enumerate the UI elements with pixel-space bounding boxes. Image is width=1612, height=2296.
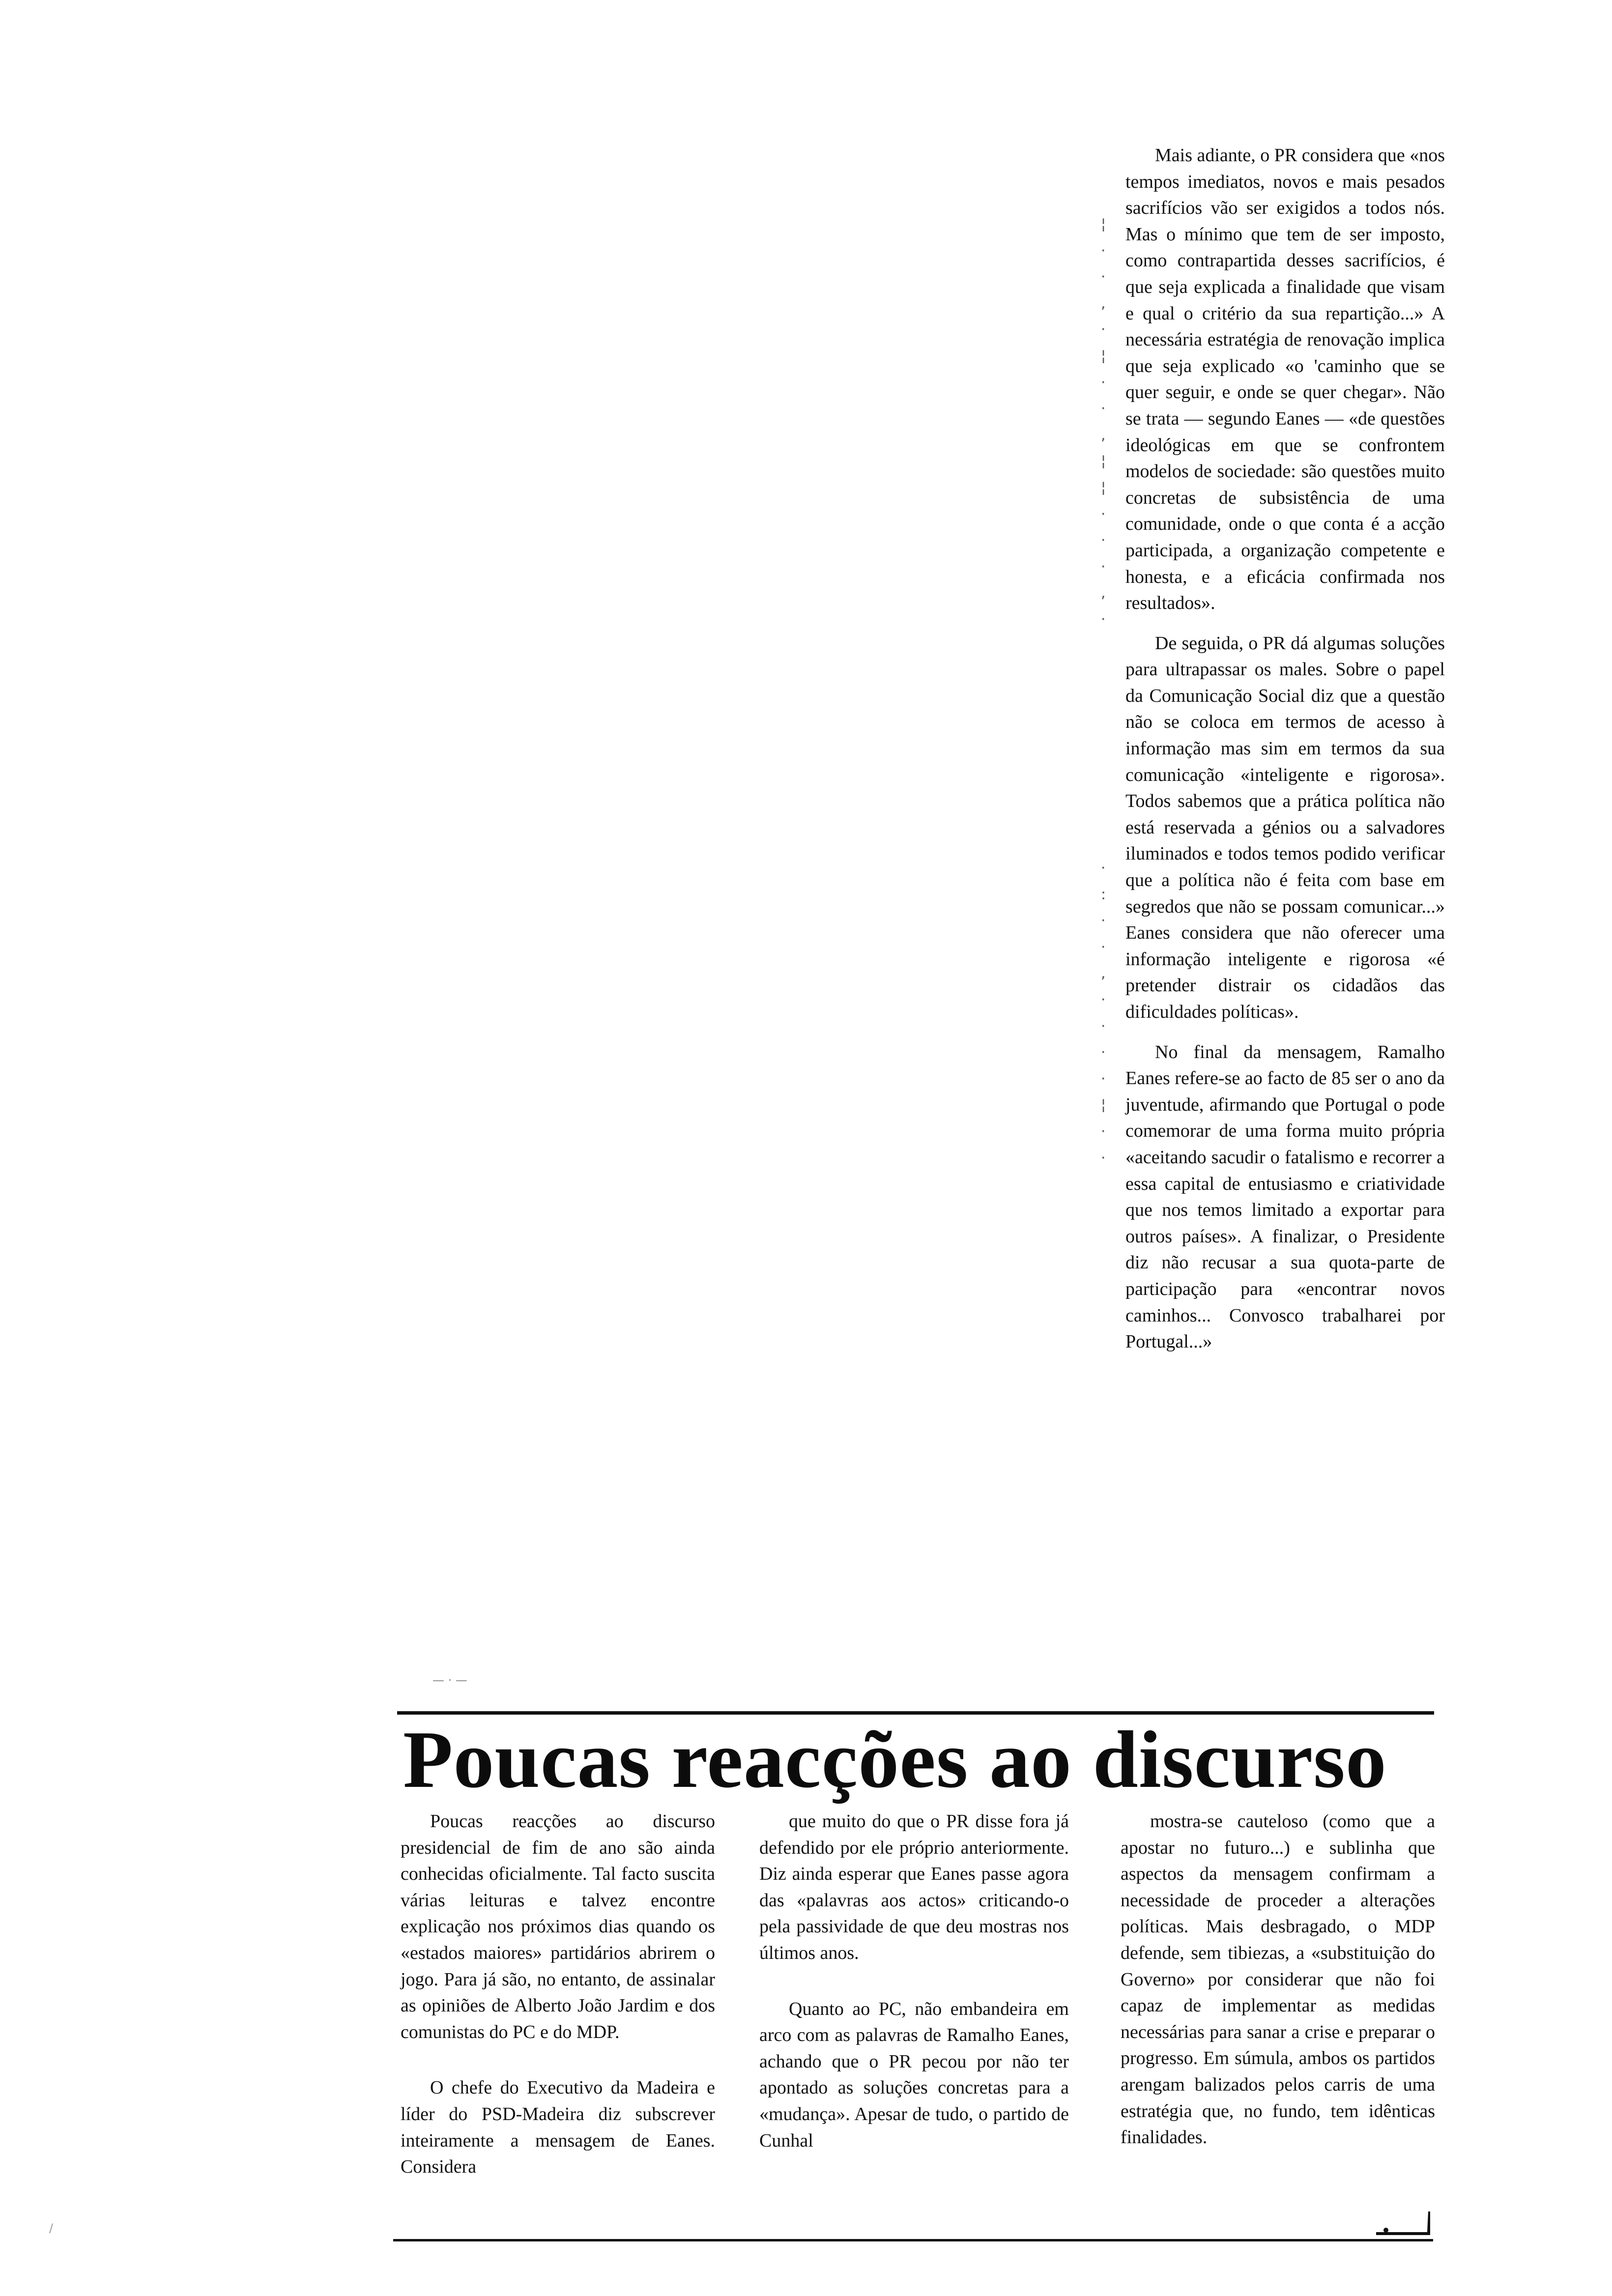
- paragraph: que muito do que o PR disse fora já defendido por ele próprio anteriormente. Diz ainda esperar que Eanes passe agora das «palavras aos actos» criticando-o pela passividade de que deu mostras nos últimos anos.: [759, 1811, 1069, 1963]
- headline: Poucas reacções ao discurso: [403, 1714, 1387, 1805]
- article-column-2: [759, 1808, 1069, 2154]
- article-column-3: [1121, 1808, 1435, 2151]
- article-column-1: [401, 1808, 715, 2181]
- bottom-rule: [393, 2239, 1433, 2241]
- paragraph: No final da mensagem, Ramalho Eanes refere-se ao facto de 85 ser o ano da juventude, afirmando que Portugal o pode comemorar de uma forma muito própria «aceitando sacudir o fatalismo e recorrer a essa capital de entusiasmo e criatividade que nos temos limitado a exportar para outros países». A finalizar, o Presidente diz não recusar a sua quota-parte de participação para «encontrar novos caminhos... Convosco trabalharei por Portugal...»: [1125, 1041, 1445, 1352]
- end-of-article-mark: [1371, 2207, 1435, 2241]
- scan-speck: /: [49, 2221, 54, 2235]
- paragraph: O chefe do Executivo da Madeira e líder do PSD-Madeira diz subscrever inteiramente a mensagem de Eanes. Considera: [401, 2077, 715, 2178]
- paragraph: Poucas reacções ao discurso presidencial de fim de ano são ainda conhecidas oficialmente. Tal facto suscita várias leituras e talvez encontre explicação nos próximos dias quando os «estados maiores» partidários abrirem o jogo. Para já são, no entanto, de assinalar as opiniões de Alberto João Jardim e dos comunistas do PC e do MDP.: [401, 1811, 715, 2042]
- paragraph: Mais adiante, o PR considera que «nos tempos imediatos, novos e mais pesados sacrifícios vão ser exigidos a todos nós. Mas o mínimo que tem de ser imposto, como contrapartida desses sacrifícios, é que seja explicada a finalidade que visam e qual o critério da sua repartição...» A necessária estratégia de renovação implica que seja explicado «o 'caminho que se quer seguir, e onde se quer chegar». Não se trata — segundo Eanes — «de questões ideológicas em que se confrontem modelos de sociedade: são questões muito concretas de subsistência de uma comunidade, onde o que conta é a acção participada, a organização competente e honesta, e a eficácia confirmada nos resultados».: [1125, 145, 1445, 614]
- paragraph: mostra-se cauteloso (como que a apostar no futuro...) e sublinha que aspectos da mensagem confirmam a necessidade de proceder a alterações políticas. Mais desbragado, o MDP defende, sem tibiezas, a «substituição do Governo» por considerar que não foi capaz de implementar as medidas necessárias para sanar a crise e preparar o progresso. Em súmula, ambos os partidos arengam balizados pelos carris de uma estratégia que, no fundo, tem idênticas finalidades.: [1121, 1811, 1435, 2148]
- margin-scan-marks: · : · · , · · · · ¦ · ·: [1101, 860, 1106, 1167]
- scan-dash-mark: — · —: [432, 1673, 467, 1687]
- article-continuation-column: [1125, 143, 1445, 1355]
- margin-scan-marks: ¦ · · , · ¦ · · , ¦ ¦ · · · , ·: [1101, 216, 1106, 628]
- paragraph: De seguida, o PR dá algumas soluções para ultrapassar os males. Sobre o papel da Comunicação Social diz que a questão não se coloca em termos de acesso à informação mas sim em termos da sua comunicação «inteligente e rigorosa». Todos sabemos que a prática política não está reservada a génios ou a salvadores iluminados e todos temos podido verificar que a política não é feita com base em segredos que não se possam comunicar...» Eanes considera que não oferecer uma informação inteligente e rigorosa «é pretender distrair os cidadãos das dificuldades políticas».: [1125, 632, 1445, 1022]
- paragraph: Quanto ao PC, não embandeira em arco com as palavras de Ramalho Eanes, achando que o PR pecou por não ter apontado as soluções concretas para a «mudança». Apesar de tudo, o partido de Cunhal: [759, 1998, 1069, 2151]
